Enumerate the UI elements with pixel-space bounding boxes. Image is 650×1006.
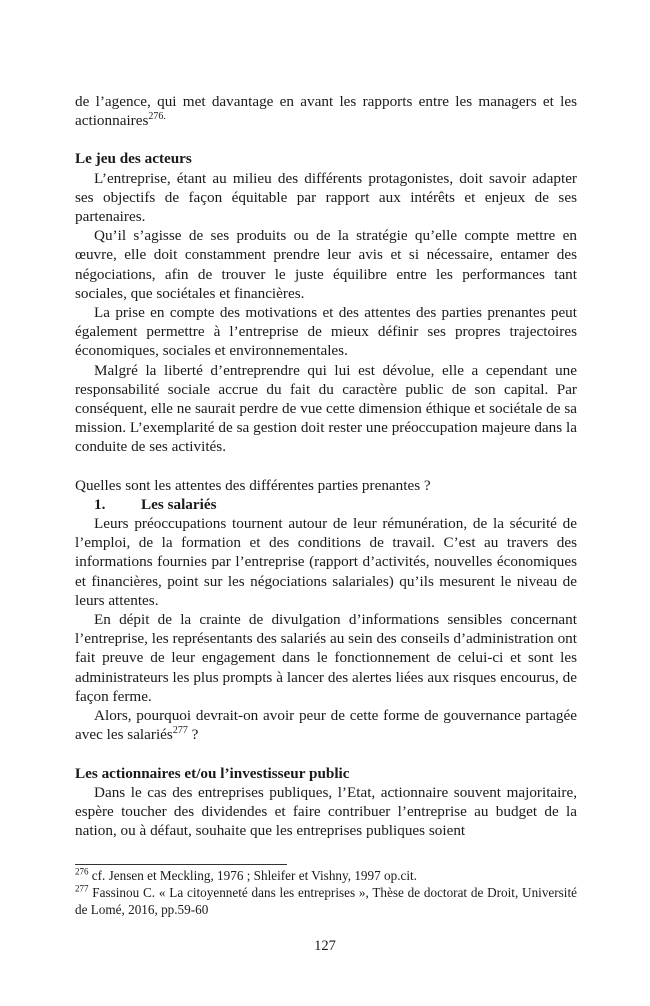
paragraph: Leurs préoccupations tournent autour de leur rémunération, de la sécurité de l’emploi, de la formation et des conditions de travail. C’est au travers des informations fournies par l’entreprise (rapport d’activités, nouvelles économiques et financières, point sur les négociations salariales) qu’ils mesurent le niveau de leurs attentes. [75, 515, 577, 609]
paragraph: Qu’il s’agisse de ses produits ou de la stratégie qu’elle compte mettre en œuvre, elle doit constamment prendre leur avis et si nécessaire, entamer des négociations, afin de trouver le juste équilibre entre les performances tant sociales, que sociétales et financières. [75, 227, 577, 302]
footnote-ref-276[interactable]: 276. [148, 111, 166, 123]
paragraph: Alors, pourquoi devrait-on avoir peur de cette forme de gouvernance partagée avec les salariés$^{277}$ ? [75, 707, 577, 744]
paragraph: La prise en compte des motivations et des attentes des parties prenantes peut également permettre à l’entreprise de mieux définir ses propres trajectoires économiques, sociales et environnementales. [75, 304, 577, 360]
heading-number: 1. [94, 495, 106, 513]
intro-paragraph: de l’agence, qui met davantage en avant les rapports entre les managers et les actionnaires$^{276.}$ [75, 93, 577, 130]
footnote-277: $^{277}$ Fassinou C. « La citoyenneté dans les entreprises », Thèse de doctorat de Droit, Université de Lomé, 2016, pp.59-60 [75, 883, 577, 917]
footnote-divider [75, 864, 287, 865]
section-title-jeu-des-acteurs: Le jeu des acteurs [75, 150, 192, 168]
page-body [75, 92, 577, 840]
heading-title: Les salariés [141, 495, 217, 513]
footnote-ref-277[interactable]: 277 [172, 725, 188, 737]
numbered-heading-salaries [75, 495, 577, 514]
section-title-actionnaires: Les actionnaires et/ou l’investisseur public [75, 764, 350, 782]
footnote-276: $^{276}$ cf. Jensen et Meckling, 1976 ; Shleifer et Vishny, 1997 op.cit. [75, 866, 417, 883]
paragraph: Dans le cas des entreprises publiques, l’Etat, actionnaire souvent majoritaire, espère toucher des dividendes et faire contribuer l’entreprise au budget de la nation, ou à défaut, souhaite que les entreprises publiques soient [75, 783, 577, 840]
paragraph: En dépit de la crainte de divulgation d’informations sensibles concernant l’entreprise, les représentants des salariés au sein des conseils d’administration ont fait preuve de leur engagement dans le fonctionnement de celui-ci et sont les administrateurs les plus prompts à lancer des alertes liées aux risques encourus, de façon ferme. [75, 611, 577, 705]
paragraph: L’entreprise, étant au milieu des différents protagonistes, doit savoir adapter ses objectifs de façon équitable par rapport aux intérêts et enjeux de ses partenaires. [75, 169, 577, 226]
paragraph: Malgré la liberté d’entreprendre qui lui est dévolue, elle a cependant une responsabilité sociale accrue du fait du caractère public de son capital. Par conséquent, elle ne saurait perdre de vue cette dimension éthique et sociétale de sa mission. L’exemplarité de sa gestion doit rester une préoccupation majeure dans la conduite de ses activités. [75, 361, 577, 456]
footnotes [75, 864, 577, 918]
page-number: 127 [314, 938, 336, 954]
question-line: Quelles sont les attentes des différentes parties prenantes ? [75, 476, 431, 494]
